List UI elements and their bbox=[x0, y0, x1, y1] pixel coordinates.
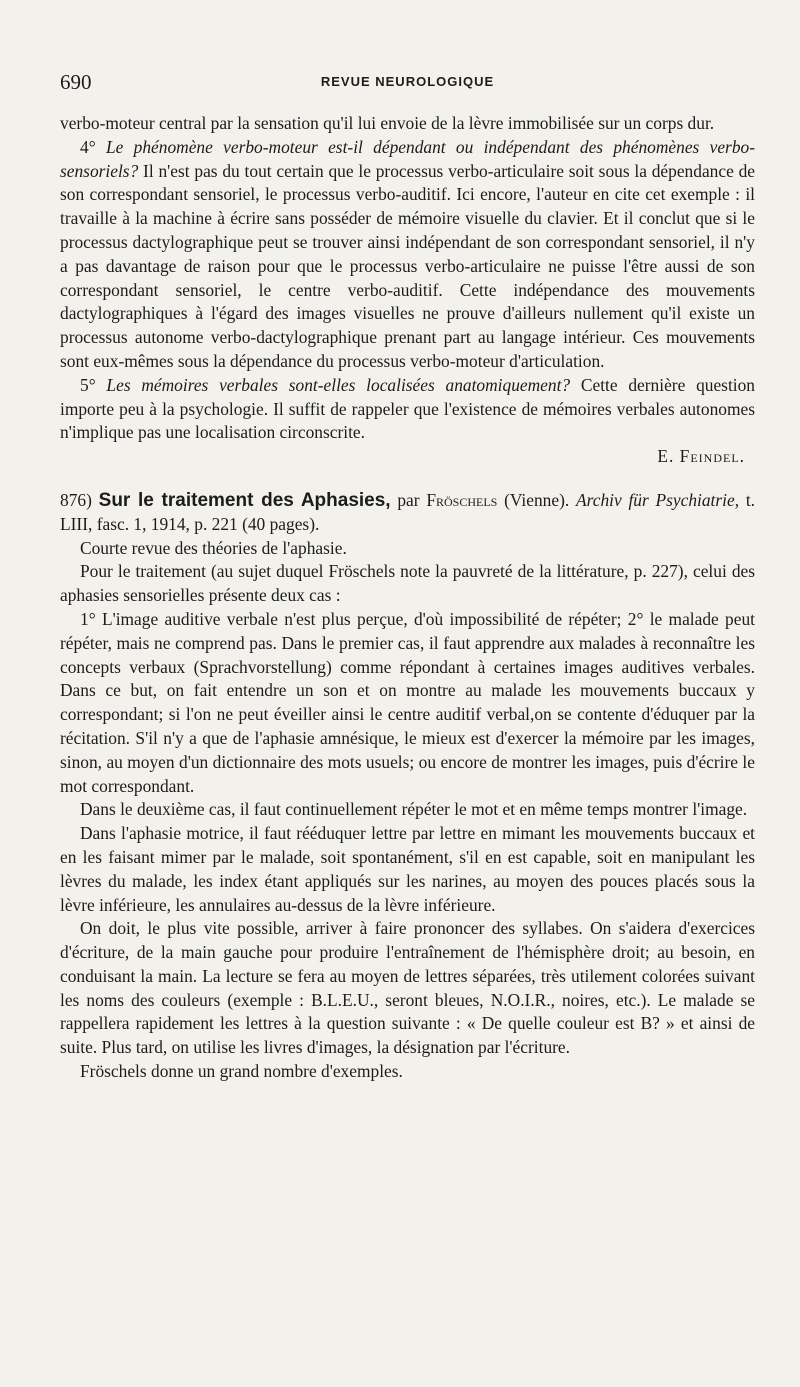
paragraph-question-5 bbox=[60, 374, 755, 445]
page-number: 690 bbox=[60, 70, 92, 94]
question-number: 5° bbox=[80, 374, 107, 395]
paragraph-entry-3: 1° L'image auditive verbale n'est plus perçue, d'où impossibilité de répéter; 2° le malade peut répéter, mais ne comprend pas. Dans le premier cas, il faut apprendre aux malades à reconnaître les concepts verbaux (Sprachvorstellung) comme répondant à certaines images auditives verbales. Dans ce but, on fait entendre un son et on montre au malade les mouvements buccaux y correspondant; si l'on ne peut éveiller ainsi le centre auditif verbal,on se contente d'éduquer par la récitation. S'il n'y a que de l'aphasie amnésique, le mieux est d'exercer la mémoire par les images, sinon, au moyen d'un dictionnaire des mots usuels; ou encore de montrer les images, puis d'écrire le mot correspondant. bbox=[60, 608, 755, 796]
entry-journal: Archiv für Psychiatrie, bbox=[575, 489, 740, 510]
entry-author: Fröschels bbox=[426, 489, 498, 510]
question-heading: Les mémoires verbales sont-elles localisées anatomiquement? bbox=[106, 374, 571, 395]
question-number: 4° bbox=[80, 136, 106, 157]
paragraph-entry-2: Pour le traitement (au sujet duquel Fröschels note la pauvreté de la littérature, p. 227), celui des aphasies sensorielles présente deux cas : bbox=[60, 561, 755, 606]
paragraph-entry-6: On doit, le plus vite possible, arriver à faire prononcer des syllabes. On s'aidera d'exercices d'écriture, de la main gauche pour produire l'entraînement de l'hémisphère droit; au besoin, en conduisant la main. La lecture se fera au moyen de lettres séparées, très utilement colorées suivant les noms des couleurs (exemple : B.L.E.U., seront bleues, N.O.I.R., noires, etc.). Le malade se rappellera rapidement les lettres à la question suivante : « De quelle couleur est B? » et ainsi de suite. Plus tard, on utilise les livres d'images, la désignation par l'écriture. bbox=[60, 918, 755, 1058]
paragraph-entry-7: Fröschels donne un grand nombre d'exemples. bbox=[80, 1061, 403, 1082]
paragraph-entry-4: Dans le deuxième cas, il faut continuellement répéter le mot et en même temps montrer l'image. bbox=[80, 799, 748, 820]
page-header bbox=[60, 70, 755, 96]
author-signature: E. Feindel. bbox=[657, 446, 745, 467]
paragraph-question-4 bbox=[60, 136, 755, 374]
entry-citation: t. LIII, fasc. 1, 1914, p. 221 (40 pages). bbox=[60, 489, 755, 534]
question-heading: Le phénomène verbo-moteur est-il dépendant ou indépendant des phénomènes verbo-sensoriels? bbox=[60, 136, 755, 181]
entry-number: 876) bbox=[60, 489, 92, 510]
entry-location: (Vienne). bbox=[497, 489, 576, 510]
paragraph-entry-1: Courte revue des théories de l'aphasie. bbox=[80, 537, 347, 558]
paragraph-continuation: verbo-moteur central par la sensation qu'il lui envoie de la lèvre immobilisée sur un corps dur. bbox=[60, 113, 715, 133]
running-head: REVUE NEUROLOGIQUE bbox=[320, 74, 495, 89]
entry-by: par bbox=[390, 489, 427, 510]
entry-title: Sur le traitement des Aphasies, bbox=[98, 489, 391, 511]
paragraph-text: Il n'est pas du tout certain que le processus verbo-articulaire soit sous la dépendance de son correspondant sensoriel, le processus verbo-auditif. Ici encore, l'auteur en cite cet exemple : il travaille à la machine à écrire sans posséder de mémoire visuelle du clavier. Et il conclut que si le processus dactylographique peut se trouver ainsi indépendant de son correspondant sensoriel, il n'y a pas davantage de raison pour que le processus verbo-articulaire ne puisse l'être aussi de son correspondant sensoriel, le centre verbo-auditif. Cette indépendance des mouvements dactylographiques à l'égard des images visuelles ne prouve d'ailleurs nullement qu'il existe un processus autonome verbo-dactylographique prenant part au langage intérieur. Ces mouvements sont eux-mêmes sous la dépendance du processus verbo-moteur d'articulation. bbox=[60, 160, 755, 371]
page-body bbox=[60, 112, 755, 1084]
paragraph-text: Cette dernière question importe peu à la psychologie. Il suffit de rappeler que l'existence de mémoires verbales autonomes n'implique pas une localisation circonscrite. bbox=[60, 374, 756, 443]
paragraph-entry-5: Dans l'aphasie motrice, il faut rééduquer lettre par lettre en mimant les mouvements buccaux et en les faisant mimer par le malade, soit spontanément, s'il en est capable, soit en manipulant les lèvres du malade, les index étant appliqués sur les narines, au moyen des pouces placés sous la lèvre inférieure, les annulaires au-dessus de la lèvre inférieure. bbox=[60, 823, 755, 915]
entry-heading bbox=[60, 489, 755, 537]
